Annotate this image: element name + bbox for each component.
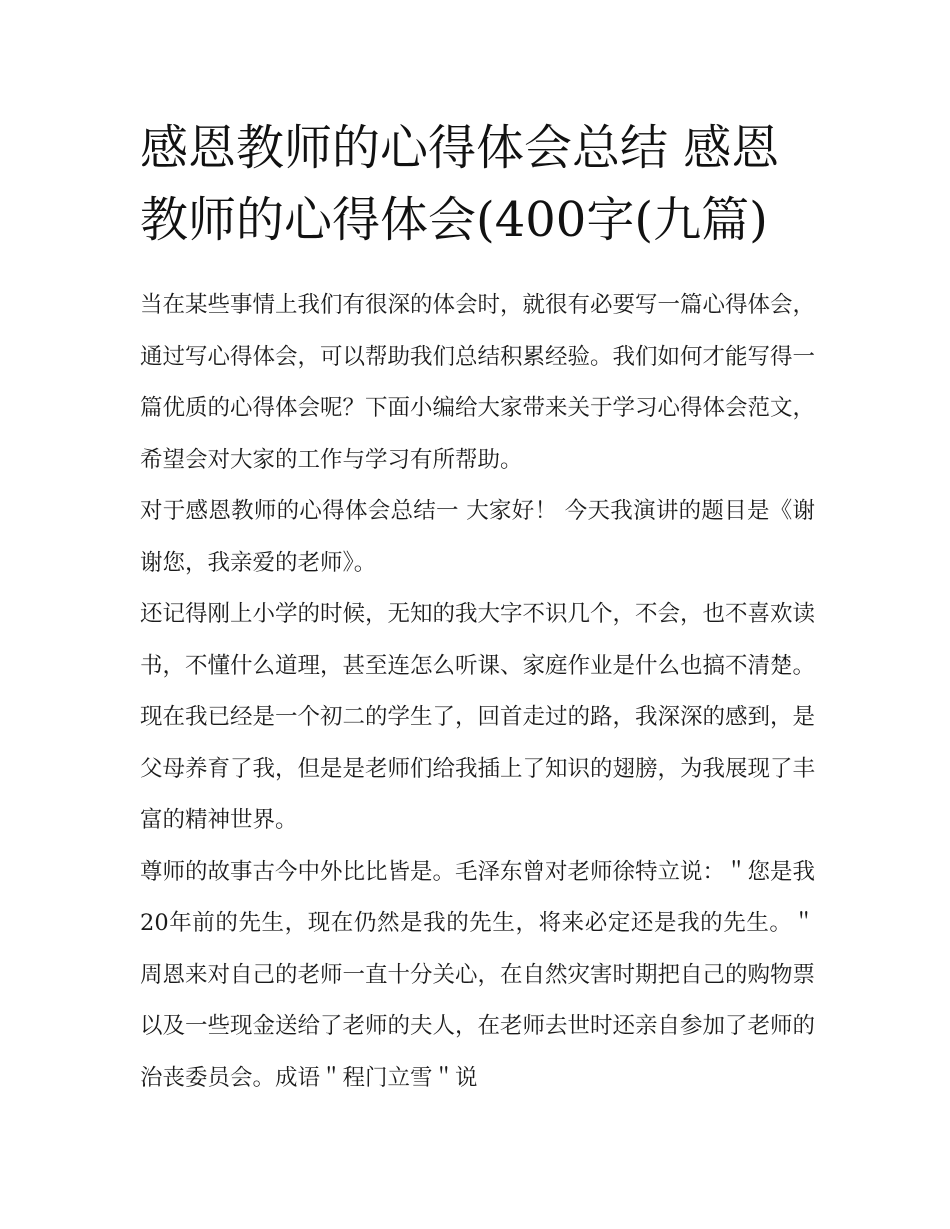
document-title: 感恩教师的心得体会总结 感恩教师的心得体会(400字(九篇) — [140, 120, 780, 248]
paragraph-speech-opening: 对于感恩教师的心得体会总结一 大家好！ 今天我演讲的题目是《谢谢您，我亲爱的老师》。 — [140, 498, 815, 576]
paragraph-respect-teachers-stories: 尊师的故事古今中外比比皆是。毛泽东曾对老师徐特立说：＂您是我20年前的先生，现在仍然是我的先生，将来必定还是我的先生。＂周恩来对自己的老师一直十分关心，在自然灾害时期把自己的购物票以及一些现金送给了老师的夫人，在老师去世时还亲自参加了老师的治丧委员会。成语＂程门立雪＂说 — [140, 858, 816, 1091]
document-body — [140, 280, 815, 1104]
paragraph-childhood-memory: 还记得刚上小学的时候，无知的我大字不识几个，不会，也不喜欢读书，不懂什么道理，甚至连怎么听课、家庭作业是什么也搞不清楚。现在我已经是一个初二的学生了，回首走过的路，我深深的感到，是父母养育了我，但是是老师们给我插上了知识的翅膀，为我展现了丰富的精神世界。 — [140, 601, 816, 833]
paragraph-intro: 当在某些事情上我们有很深的体会时，就很有必要写一篇心得体会，通过写心得体会，可以帮助我们总结积累经验。我们如何才能写得一篇优质的心得体会呢？下面小编给大家带来关于学习心得体会范文，希望会对大家的工作与学习有所帮助。 — [140, 292, 816, 473]
